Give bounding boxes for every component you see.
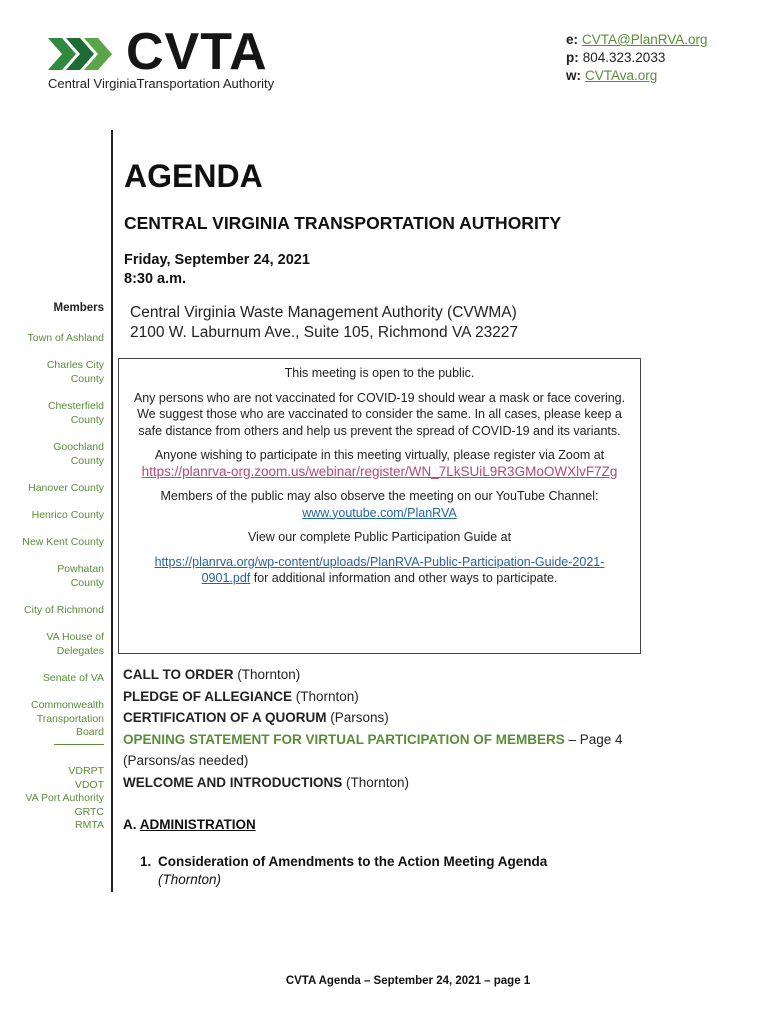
meeting-time: 8:30 a.m. (124, 271, 187, 287)
notice-guide-link-para (131, 554, 628, 587)
member-item: Hanover County (28, 482, 104, 494)
contact-email (566, 31, 708, 49)
footer-text: CVTA Agenda – September 24, 2021 – page 1 (285, 975, 531, 987)
call-to-order-label: CALL TO ORDER (123, 667, 234, 682)
agenda-welcome (123, 772, 683, 794)
agenda-pledge (123, 686, 683, 708)
contact-email-key: e: (566, 32, 579, 47)
page-footer (0, 975, 770, 987)
notice-zoom-text: Anyone wishing to participate in this meeting virtually, please register via Zoom at (154, 448, 605, 462)
venue-line-1: Central Virginia Waste Management Authority (CVWMA) (130, 304, 517, 321)
notice-guide-text: for additional information and other ways to participate. (250, 571, 558, 585)
opening-page: – Page 4 (564, 731, 623, 747)
meeting-date: Friday, September 24, 2021 (124, 252, 310, 268)
agenda-call-to-order (123, 664, 683, 686)
contact-block (566, 31, 708, 85)
notice-youtube-text: Members of the public may also observe the meeting on our YouTube Channel: (160, 489, 599, 503)
notice-guide: View our complete Public Participation Guide at (247, 530, 512, 544)
public-notice-box (118, 358, 641, 654)
ex-officio-item: VDRPT (68, 765, 104, 777)
contact-web-link[interactable]: CVTAva.org (585, 68, 658, 83)
item-1-title: Consideration of Amendments to the Action Meeting Agenda (158, 854, 548, 869)
pledge-label: PLEDGE OF ALLEGIANCE (123, 688, 293, 704)
member-item: Charles City County (46, 359, 104, 385)
contact-phone-key: p: (566, 50, 579, 65)
member-item: Senate of VA (42, 672, 104, 684)
logo-subtitle: Central VirginiaTransportation Authority (48, 76, 275, 91)
members-separator (54, 744, 104, 745)
ex-officio-item: VDOT (74, 778, 104, 791)
org-heading: CENTRAL VIRGINIA TRANSPORTATION AUTHORITY (124, 213, 562, 233)
logo-wordmark: CVTA (126, 23, 268, 81)
agenda-opening-who: (Parsons/as needed) (123, 753, 249, 768)
agenda-opening (123, 729, 683, 751)
chevron-arrows-icon (48, 32, 122, 76)
agenda-item-1 (140, 853, 547, 889)
ex-officio-item: GRTC (74, 805, 104, 818)
cvta-logo (48, 23, 298, 92)
member-item: Chesterfield County (47, 400, 104, 426)
member-item: Henrico County (31, 509, 104, 521)
members-heading: Members (53, 302, 104, 314)
zoom-register-link[interactable]: https://planrva-org.zoom.us/webinar/register/WN_7LkSUiL9R3GMoOWXlvF7Zg (141, 463, 618, 479)
agenda-items (123, 664, 683, 793)
ex-officio-item: VA Port Authority (25, 792, 104, 804)
page-title: AGENDA (124, 158, 263, 194)
member-item: Powhatan County (57, 563, 104, 589)
meeting-venue (130, 303, 518, 343)
notice-covid: Any persons who are not vaccinated for COVID-19 should wear a mask or face covering. We suggest those who are vaccinated to consider the same. In all cases, please keep a safe distance from others and help us prevent the spread of COVID-19 and its variants. (133, 390, 626, 438)
notice-youtube (131, 488, 628, 521)
welcome-who: (Thornton) (342, 774, 410, 790)
agenda-quorum (123, 707, 683, 729)
pledge-who: (Thornton) (292, 688, 359, 704)
welcome-label: WELCOME AND INTRODUCTIONS (123, 774, 343, 790)
item-1-number: 1. (140, 854, 152, 869)
quorum-who: (Parsons) (326, 710, 389, 725)
contact-web-key: w: (566, 68, 581, 83)
section-administration (123, 817, 256, 832)
member-item: Town of Ashland (27, 332, 104, 344)
contact-phone-value: 804.323.2033 (582, 50, 666, 65)
contact-email-link[interactable]: CVTA@PlanRVA.org (582, 32, 708, 47)
notice-zoom (131, 447, 628, 480)
member-item: VA House of Delegates (46, 631, 104, 657)
opening-label[interactable]: OPENING STATEMENT FOR VIRTUAL PARTICIPATION OF MEMBERS (123, 731, 565, 747)
ex-officio-item: RMTA (75, 819, 104, 831)
vertical-divider (111, 130, 113, 892)
contact-phone (566, 49, 708, 67)
meeting-datetime (124, 251, 310, 289)
notice-open: This meeting is open to the public. (284, 366, 475, 380)
section-a-letter: A. (123, 817, 140, 832)
venue-line-2: 2100 W. Laburnum Ave., Suite 105, Richmond VA 23227 (130, 324, 519, 341)
member-item: New Kent County (22, 536, 104, 548)
section-a-title: ADMINISTRATION (139, 817, 256, 832)
member-item: City of Richmond (24, 604, 104, 616)
participation-guide-link[interactable]: https://planrva.org/wp-content/uploads/PlanRVA-Public-Participation-Guide-2021-0901.pdf (154, 554, 605, 585)
quorum-label: CERTIFICATION OF A QUORUM (123, 710, 327, 725)
youtube-link[interactable]: www.youtube.com/PlanRVA (302, 505, 457, 520)
member-item: Goochland County (53, 441, 104, 467)
member-item: Commonwealth Transportation Board (31, 699, 104, 738)
contact-web (566, 67, 708, 85)
call-to-order-who: (Thornton) (233, 667, 301, 682)
item-1-who: (Thornton) (158, 872, 222, 887)
